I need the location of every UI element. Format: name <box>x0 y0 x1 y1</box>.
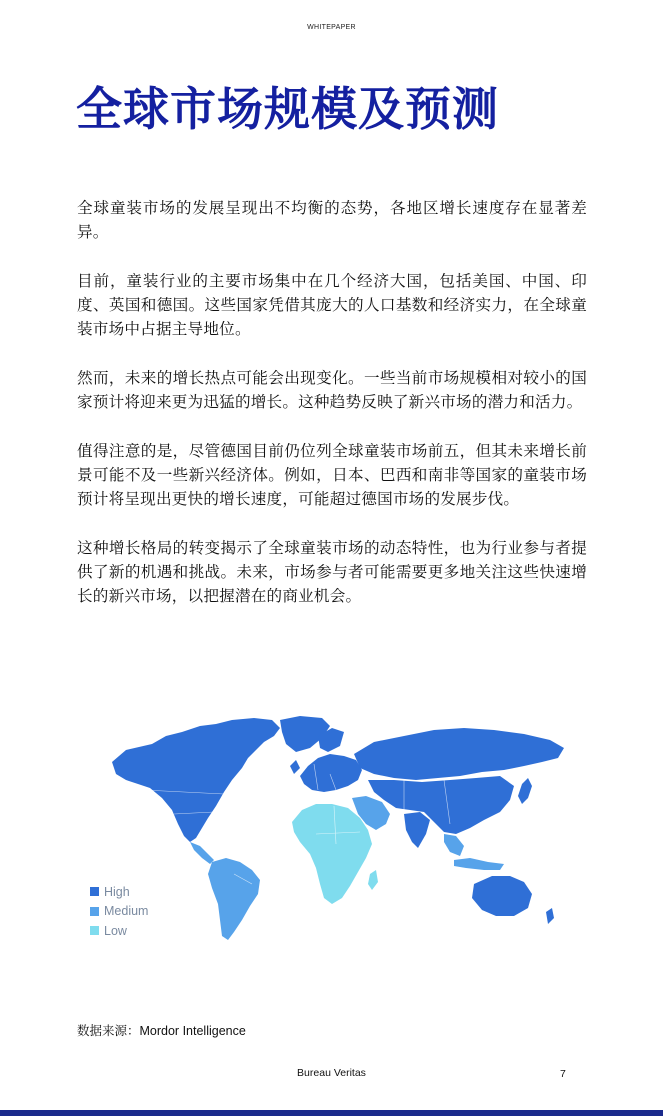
legend-item-high <box>90 882 148 902</box>
paragraph: 这种增长格局的转变揭示了全球童装市场的动态特性，也为行业参与者提供了新的机遇和挑战。未来，市场参与者可能需要更多地关注这些快速增长的新兴市场，以把握潜在的商业机会。 <box>77 539 587 605</box>
region-australia <box>472 876 532 916</box>
region-europe <box>300 754 362 792</box>
legend-label: Low <box>104 923 127 938</box>
legend-label: Medium <box>104 904 149 919</box>
legend-item-low <box>90 921 148 941</box>
legend-swatch-medium <box>90 907 99 916</box>
region-uk <box>290 760 300 774</box>
paragraph: 值得注意的是，尽管德国目前仍位列全球童装市场前五，但其未来增长前景可能不及一些新兴经济体。例如，日本、巴西和南非等国家的童装市场预计将呈现出更快的增长速度，可能超过德国市场的发展步伐。 <box>77 442 587 508</box>
region-madagascar <box>368 870 378 890</box>
bottom-bar <box>0 1110 663 1116</box>
region-north-america <box>112 718 280 842</box>
paragraph: 目前，童装行业的主要市场集中在几个经济大国，包括美国、中国、印度、英国和德国。这些国家凭借其庞大的人口基数和经济实力，在全球童装市场中占据主导地位。 <box>77 272 587 338</box>
region-indonesia <box>454 858 504 870</box>
map-legend <box>90 882 148 941</box>
legend-label: High <box>104 884 130 899</box>
data-source: 数据来源：Mordor Intelligence <box>77 1024 246 1038</box>
legend-swatch-high <box>90 887 99 896</box>
body-text <box>77 196 587 633</box>
legend-item-medium <box>90 902 148 922</box>
page-title: 全球市场规模及预测 <box>76 82 499 136</box>
paragraph: 然而，未来的增长热点可能会出现变化。一些当前市场规模相对较小的国家预计将迎来更为迅猛的增长。这种趋势反映了新兴市场的潜力和活力。 <box>77 369 587 411</box>
region-japan <box>518 778 532 804</box>
region-asia <box>368 776 514 834</box>
page-number: 7 <box>560 1068 566 1080</box>
region-russia <box>354 728 564 780</box>
world-map-graphic <box>104 714 586 946</box>
region-india <box>404 812 430 848</box>
region-southeast-asia <box>444 834 464 856</box>
region-central-america <box>190 842 214 864</box>
footer-brand: Bureau Veritas <box>297 1067 366 1079</box>
region-africa <box>292 804 372 904</box>
header-label: WHITEPAPER <box>307 24 356 31</box>
legend-swatch-low <box>90 926 99 935</box>
world-map <box>104 714 586 946</box>
region-south-america <box>208 858 260 940</box>
region-new-zealand <box>546 908 554 924</box>
paragraph: 全球童装市场的发展呈现出不均衡的态势，各地区增长速度存在显著差异。 <box>77 199 587 241</box>
